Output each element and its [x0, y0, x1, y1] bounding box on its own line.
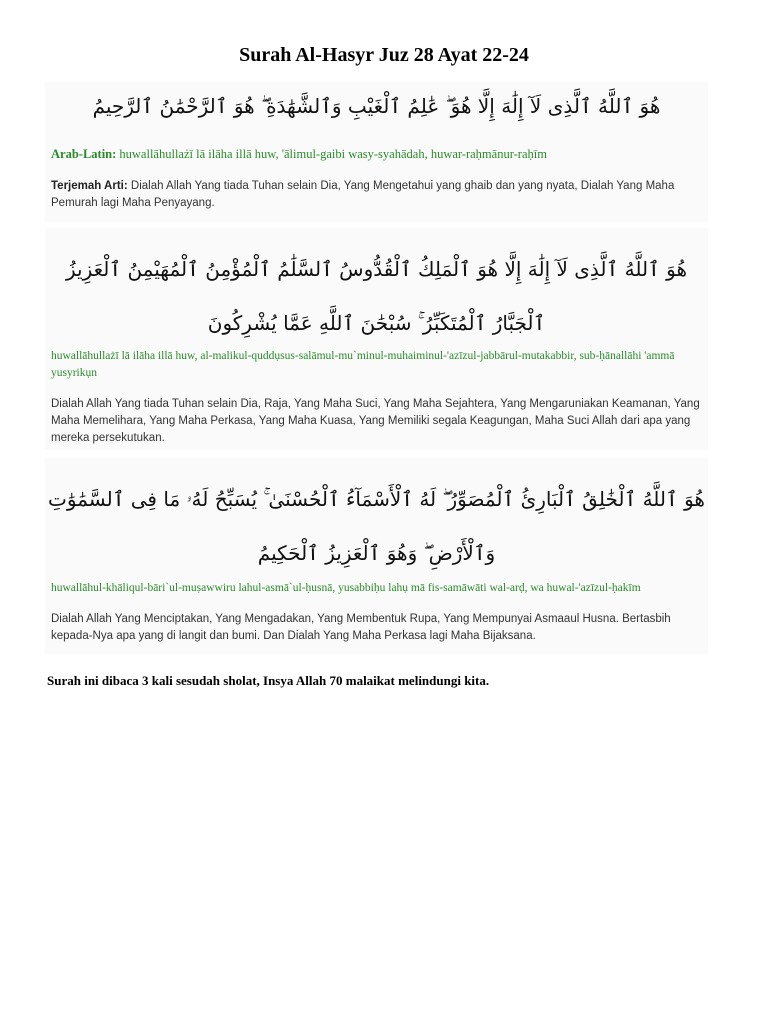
translation: Dialah Allah Yang Menciptakan, Yang Mengadakan, Yang Membentuk Rupa, Yang Mempunyai Asmaaul Husna. Bertasbih kepada-Nya apa yang di langit dan bumi. Dan Dialah Yang Maha Perkasa lagi Maha Bijaksana. — [51, 613, 671, 642]
latin-transliteration: huwallāhullażī lā ilāha illā huw, al-malikul-quddụsus-salāmul-mu`minul-muhaiminul-'azīzul-jabbārul-mutakabbir, sub-ḥānallāhi 'ammā yusyrikụn — [51, 350, 675, 379]
translation: Dialah Allah Yang tiada Tuhan selain Dia, Raja, Yang Maha Suci, Yang Maha Sejahtera, Yang Mengaruniakan Keamanan, Yang Maha Memelihara, Yang Maha Perkasa, Yang Maha Kuasa, Yang Memiliki segala Keagungan, Maha Suci Allah dari apa yang mereka persekutukan. — [51, 398, 700, 444]
verse-block-23 — [45, 228, 708, 450]
latin-label: Arab-Latin: — [51, 147, 117, 161]
arabic-text: هُوَ ٱللَّهُ ٱلَّذِى لَآ إِلَٰهَ إِلَّا هُوَ ٱلْمَلِكُ ٱلْقُدُّوسُ ٱلسَّلَٰمُ ٱلْمُؤْمِنُ ٱلْمُهَيْمِنُ ٱلْعَزِيزُ ٱلْجَبَّارُ ٱلْمُتَكَبِّرُ ۚ سُبْحَٰنَ ٱللَّهِ عَمَّا يُشْرِكُونَ — [65, 257, 687, 335]
page-title: Surah Al-Hasyr Juz 28 Ayat 22-24 — [239, 44, 529, 66]
latin-transliteration: huwallāhul-khāliqul-bāri`ul-muṣawwiru lahul-asmā`ul-ḥusnā, yusabbiḥu lahụ mā fis-samāwāti wal-arḍ, wa huwal-'azīzul-ḥakīm — [51, 582, 641, 594]
arabic-text: هُوَ ٱللَّهُ ٱلْخَٰلِقُ ٱلْبَارِئُ ٱلْمُصَوِّرُ ۖ لَهُ ٱلْأَسْمَآءُ ٱلْحُسْنَىٰ ۚ يُسَبِّحُ لَهُۥ مَا فِى ٱلسَّمَٰوَٰتِ وَٱلْأَرْضِ ۖ وَهُوَ ٱلْعَزِيزُ ٱلْحَكِيمُ — [48, 487, 705, 565]
translation-label: Terjemah Arti: — [51, 180, 128, 192]
closing-note: Surah ini dibaca 3 kali sesudah sholat, Insya Allah 70 malaikat melindungi kita. — [47, 673, 490, 688]
verse-block-24 — [45, 458, 708, 654]
verse-block-22 — [45, 82, 708, 222]
arabic-text: هُوَ ٱللَّهُ ٱلَّذِى لَآ إِلَٰهَ إِلَّا هُوَ ۖ عَٰلِمُ ٱلْغَيْبِ وَٱلشَّهَٰدَةِ ۖ هُوَ ٱلرَّحْمَٰنُ ٱلرَّحِيمُ — [92, 94, 661, 118]
translation — [45, 178, 708, 212]
translation-text: Dialah Allah Yang tiada Tuhan selain Dia, Yang Mengetahui yang ghaib dan yang nyata, Dialah Yang Maha Pemurah lagi Maha Penyayang. — [51, 180, 675, 209]
latin-transliteration — [45, 146, 708, 163]
latin-text: huwallāhullażī lā ilāha illā huw, 'ālimul-gaibi wasy-syahādah, huwar-raḥmānur-raḥīm — [116, 147, 547, 161]
